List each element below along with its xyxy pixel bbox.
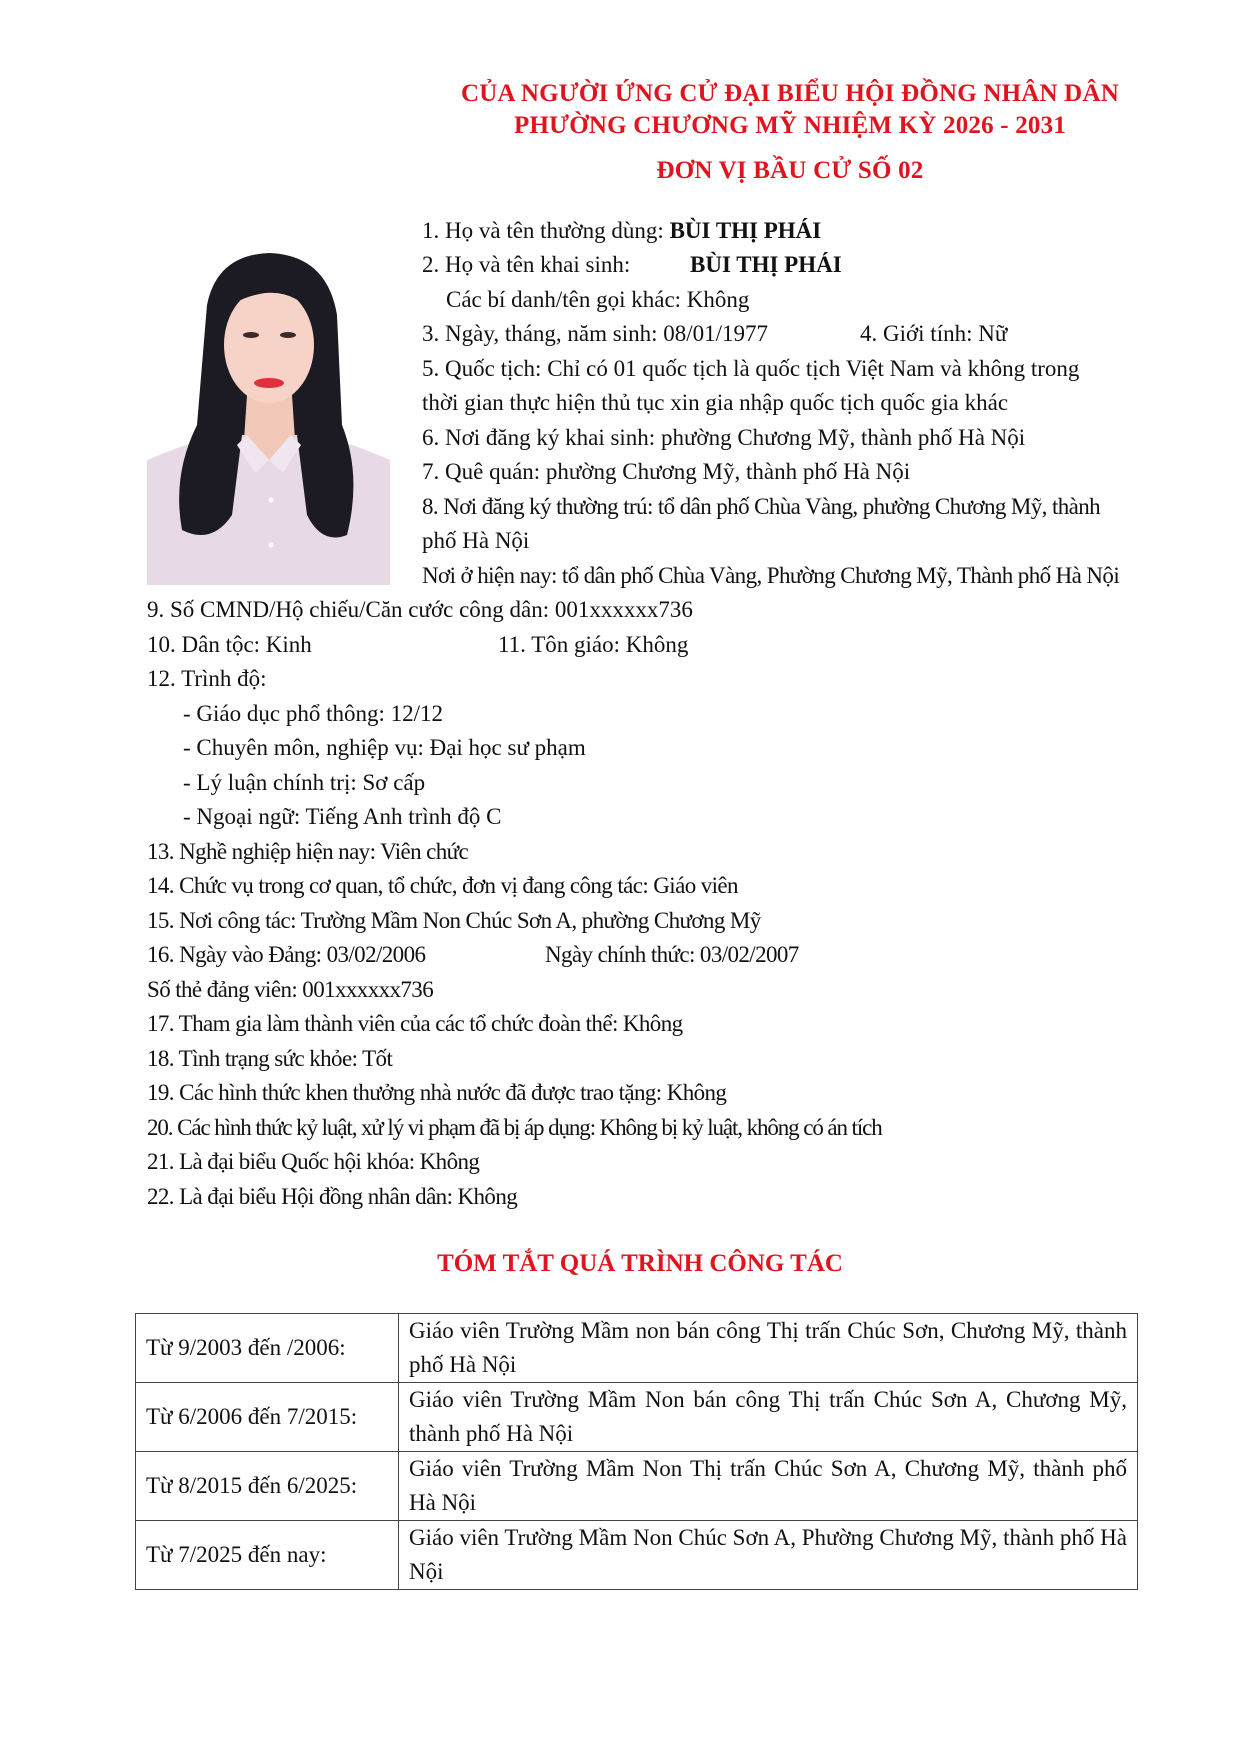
field-party-official-date: Ngày chính thức: 03/02/2007: [545, 942, 799, 967]
work-period: Từ 7/2025 đến nay:: [136, 1521, 399, 1590]
field-alias: Các bí danh/tên gọi khác: Không: [446, 287, 750, 312]
field-occupation: 13. Nghề nghiệp hiện nay: Viên chức: [147, 839, 469, 864]
field-party-card-number: Số thẻ đảng viên: 001xxxxxx736: [147, 977, 434, 1002]
work-history-table: [135, 1313, 1138, 1590]
work-period: Từ 8/2015 đến 6/2025:: [136, 1452, 399, 1521]
field-position: 14. Chức vụ trong cơ quan, tổ chức, đơn vị đang công tác: Giáo viên: [147, 873, 738, 898]
field-hometown: 7. Quê quán: phường Chương Mỹ, thành phố Hà Nội: [422, 459, 911, 484]
field-ethnicity: 10. Dân tộc: Kinh: [147, 632, 312, 657]
field-nationality-line-2: thời gian thực hiện thủ tục xin gia nhập quốc tịch quốc gia khác: [422, 390, 1009, 415]
field-current-residence: Nơi ở hiện nay: tổ dân phố Chùa Vàng, Phường Chương Mỹ, Thành phố Hà Nội: [422, 563, 1120, 588]
field-label: 1. Họ và tên thường dùng:: [422, 218, 670, 243]
field-date-of-birth: 3. Ngày, tháng, năm sinh: 08/01/1977: [422, 321, 769, 346]
portrait-icon: [147, 245, 390, 585]
field-education-heading: 12. Trình độ:: [147, 666, 267, 691]
field-awards: 19. Các hình thức khen thưởng nhà nước đã được trao tặng: Không: [147, 1080, 727, 1105]
candidate-common-name: BÙI THỊ PHÁI: [669, 218, 822, 243]
work-description: Giáo viên Trường Mầm Non Thị trấn Chúc Sơn A, Chương Mỹ, thành phố Hà Nội: [399, 1452, 1138, 1521]
field-religion: 11. Tôn giáo: Không: [498, 632, 689, 657]
work-description: Giáo viên Trường Mầm non bán công Thị trấn Chúc Sơn, Chương Mỹ, thành phố Hà Nội: [399, 1314, 1138, 1383]
field-discipline: 20. Các hình thức kỷ luật, xử lý vi phạm đã bị áp dụng: Không bị kỷ luật, không có án tích: [147, 1115, 882, 1140]
work-description: Giáo viên Trường Mầm Non bán công Thị trấn Chúc Sơn A, Chương Mỹ, thành phố Hà Nội: [399, 1383, 1138, 1452]
table-row: [136, 1521, 1138, 1590]
candidate-birth-name: BÙI THỊ PHÁI: [690, 252, 842, 277]
work-period: Từ 6/2006 đến 7/2015:: [136, 1383, 399, 1452]
field-id-number: 9. Số CMND/Hộ chiếu/Căn cước công dân: 001xxxxxx736: [147, 597, 693, 622]
table-row: [136, 1314, 1138, 1383]
field-gender: 4. Giới tính: Nữ: [860, 321, 1008, 346]
field-permanent-residence-line-2: phố Hà Nội: [422, 528, 530, 553]
field-common-name: [422, 214, 821, 248]
field-national-assembly: 21. Là đại biểu Quốc hội khóa: Không: [147, 1149, 480, 1174]
work-period: Từ 9/2003 đến /2006:: [136, 1314, 399, 1383]
field-foreign-language: - Ngoại ngữ: Tiếng Anh trình độ C: [183, 804, 502, 829]
field-label: 2. Họ và tên khai sinh:: [422, 252, 631, 277]
field-birth-registration: 6. Nơi đăng ký khai sinh: phường Chương Mỹ, thành phố Hà Nội: [422, 425, 1026, 450]
table-row: [136, 1383, 1138, 1452]
table-row: [136, 1452, 1138, 1521]
field-party-join-date: 16. Ngày vào Đảng: 03/02/2006: [147, 942, 426, 967]
document-title-line-1: CỦA NGƯỜI ỨNG CỬ ĐẠI BIỂU HỘI ĐỒNG NHÂN DÂN: [461, 80, 1119, 107]
electoral-unit-title: ĐƠN VỊ BẦU CỬ SỐ 02: [656, 157, 924, 184]
work-description: Giáo viên Trường Mầm Non Chúc Sơn A, Phường Chương Mỹ, thành phố Hà Nội: [399, 1521, 1138, 1590]
field-permanent-residence-line-1: 8. Nơi đăng ký thường trú: tổ dân phố Chùa Vàng, phường Chương Mỹ, thành: [422, 494, 1101, 519]
candidate-photo: [147, 245, 390, 585]
field-workplace: 15. Nơi công tác: Trường Mầm Non Chúc Sơn A, phường Chương Mỹ: [147, 908, 761, 933]
field-nationality-line-1: 5. Quốc tịch: Chỉ có 01 quốc tịch là quốc tịch Việt Nam và không trong: [422, 356, 1080, 381]
field-organizations: 17. Tham gia làm thành viên của các tổ chức đoàn thể: Không: [147, 1011, 683, 1036]
work-history-title: TÓM TẮT QUÁ TRÌNH CÔNG TÁC: [437, 1250, 843, 1277]
field-general-education: - Giáo dục phổ thông: 12/12: [183, 701, 443, 726]
field-political-theory: - Lý luận chính trị: Sơ cấp: [183, 770, 426, 795]
field-people-council: 22. Là đại biểu Hội đồng nhân dân: Không: [147, 1184, 518, 1209]
field-specialty: - Chuyên môn, nghiệp vụ: Đại học sư phạm: [183, 735, 586, 760]
field-health-status: 18. Tình trạng sức khỏe: Tốt: [147, 1046, 393, 1071]
document-title-line-2: PHƯỜNG CHƯƠNG MỸ NHIỆM KỲ 2026 - 2031: [513, 112, 1067, 139]
field-birth-name: [422, 248, 630, 282]
